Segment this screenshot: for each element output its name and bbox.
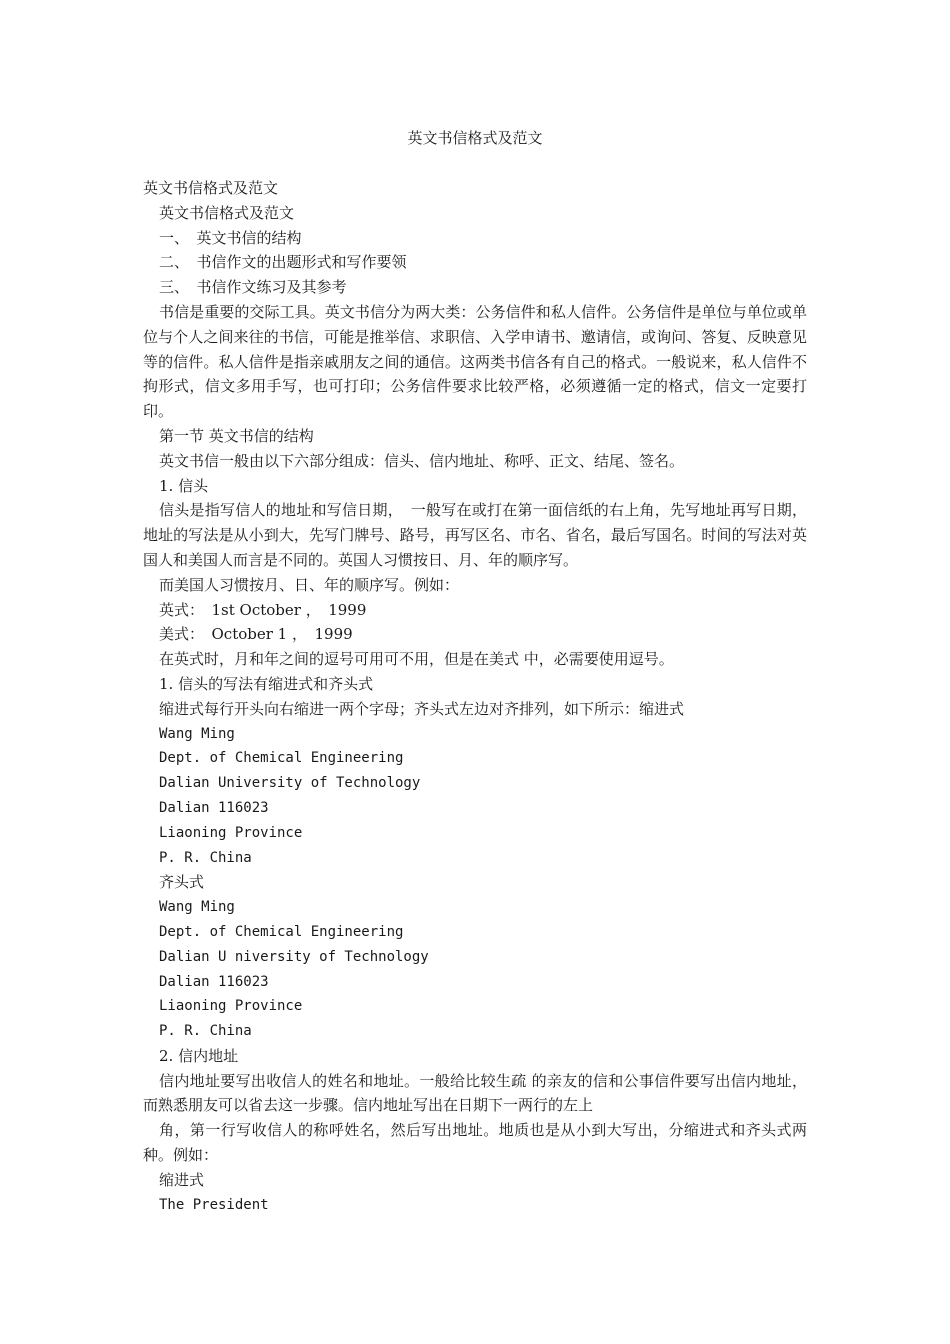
paragraph: 2. 信内地址 [159,1046,239,1065]
paragraph: 英文书信格式及范文 [143,179,279,197]
paragraph: Dalian 116023 [159,799,269,816]
paragraph: 英文书信格式及范文 [159,203,295,222]
paragraph: Wang Ming [159,725,235,742]
paragraph: 1. 信头 [159,476,209,495]
paragraph: 信头是指写信人的地址和写信日期， 一般写在或打在第一面信纸的右上角，先写地址再写日期，地址的写法是从小到大，先写门牌号、路号，再写区名、市名、省名，最后写国名。时间的写法对英国人和美国人而言是不同的。英国人习惯按日、月、年的顺序写。 [143,501,807,569]
document-title: 英文书信格式及范文 [407,129,543,147]
paragraph: P. R. China [159,849,252,866]
document-body [143,176,807,1217]
paragraph: 角，第一行写收信人的称呼姓名，然后写出地址。地质也是从小到大写出，分缩进式和齐头式两种。例如： [143,1121,807,1165]
paragraph: 1. 信头的写法有缩进式和齐头式 [159,674,374,693]
paragraph: 英式： 1st October ， 1999 [159,600,367,619]
paragraph: Dept. of Chemical Engineering [159,923,404,940]
paragraph: Wang Ming [159,899,235,916]
paragraph: 二、 书信作文的出题形式和写作要领 [159,253,407,272]
paragraph: 而美国人习惯按月、日、年的顺序写。例如： [159,575,460,594]
paragraph: P. R. China [159,1023,252,1040]
paragraph: 第一节 英文书信的结构 [159,426,314,445]
paragraph: Dalian U niversity of Technology [159,948,429,965]
paragraph: 缩进式 [159,1170,205,1189]
paragraph: Dalian 116023 [159,973,269,990]
paragraph: Dalian University of Technology [159,775,421,792]
paragraph: 三、 书信作文练习及其参考 [159,278,347,297]
paragraph: 一、 英文书信的结构 [159,228,302,247]
paragraph: Dept. of Chemical Engineering [159,750,404,767]
paragraph: 英文书信一般由以下六部分组成：信头、信内地址、称呼、正文、结尾、签名。 [159,451,685,470]
paragraph: 齐头式 [159,873,205,892]
paragraph: The President [159,1196,269,1213]
paragraph: 书信是重要的交际工具。英文书信分为两大类：公务信件和私人信件。公务信件是单位与单位或单位与个人之间来往的书信，可能是推举信、求职信、入学申请书、邀请信，或询问、答复、反映意见等的信件。私人信件是指亲戚朋友之间的通信。这两类书信各有自己的格式。一般说来，私人信件不拘形式，信文多用手写，也可打印；公务信件要求比较严格，必须遵循一定的格式，信文一定要打印。 [143,302,807,421]
paragraph: 美式： October 1 ， 1999 [159,625,353,644]
paragraph: 信内地址要写出收信人的姓名和地址。一般给比较生疏 的亲友的信和公事信件要写出信内地址，而熟悉朋友可以省去这一步骤。信内地址写出在日期下一两行的左上 [143,1071,807,1115]
paragraph: 缩进式每行开头向右缩进一两个字母；齐头式左边对齐排列，如下所示：缩进式 [159,699,685,718]
paragraph: Liaoning Province [159,998,303,1015]
paragraph: 在英式时，月和年之间的逗号可用可不用，但是在美式 中，必需要使用逗号。 [159,650,674,669]
paragraph: Liaoning Province [159,824,303,841]
